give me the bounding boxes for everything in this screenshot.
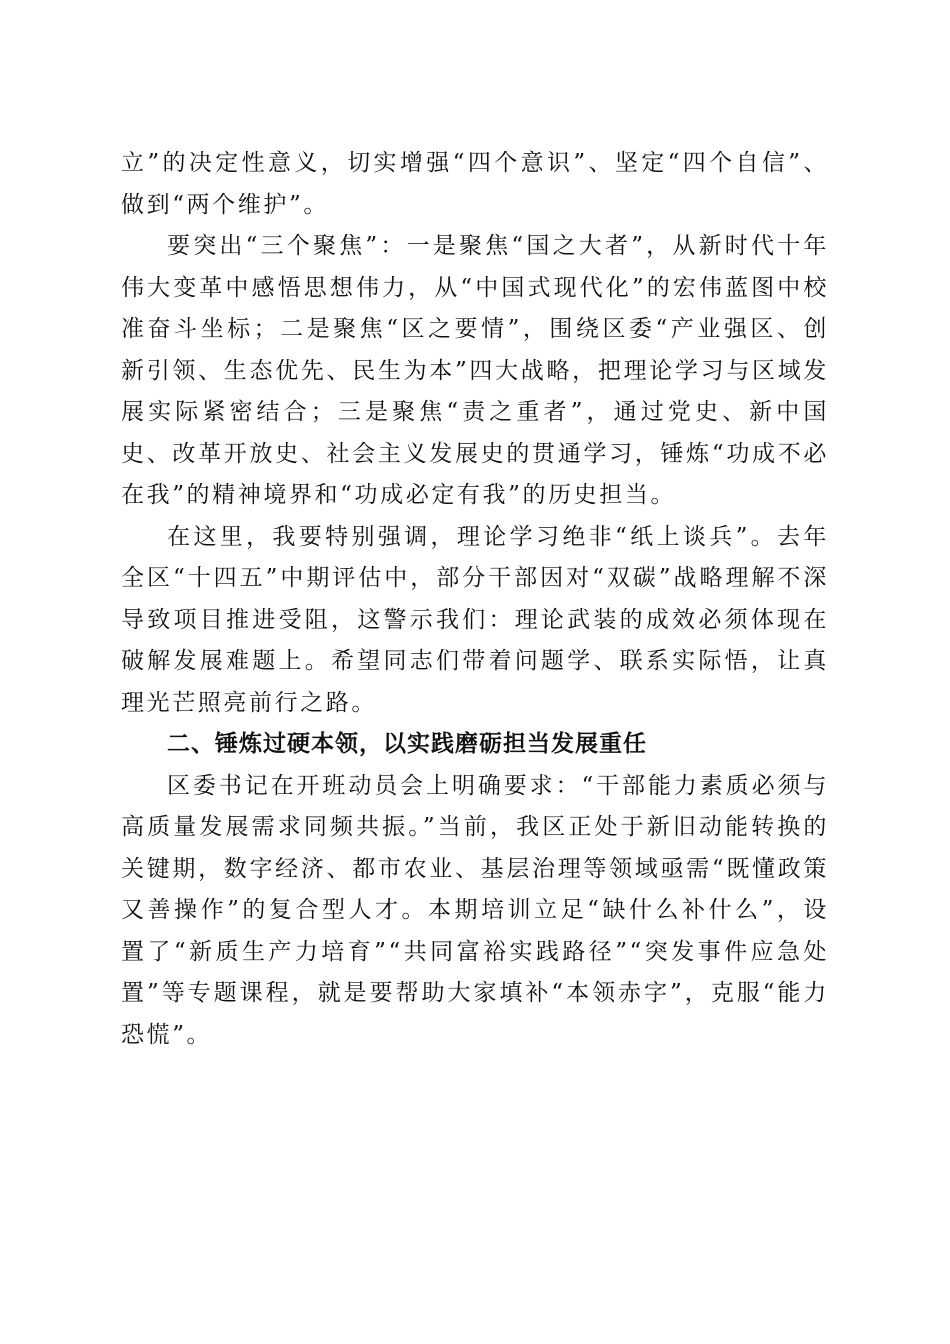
document-body: [121, 143, 829, 1056]
paragraph-continuation: 立”的决定性意义，切实增强“四个意识”、坚定“四个自信”、做到“两个维护”。: [121, 150, 829, 218]
paragraph-three-focuses: 要突出“三个聚焦”：一是聚焦“国之大者”，从新时代十年伟大变革中感悟思想伟力，从“中国式现代化”的宏伟蓝图中校准奋斗坐标；二是聚焦“区之要情”，围绕区委“产业强区、创新引领、生态优先、民生为本”四大战略，把理论学习与区域发展实际紧密结合；三是聚焦“责之重者”，通过党史、新中国史、改革开放史、社会主义发展史的贯通学习，锤炼“功成不必在我”的精神境界和“功成必定有我”的历史担当。: [121, 233, 829, 508]
section-heading: 二、锤炼过硬本领，以实践磨砺担当发展重任: [167, 731, 647, 757]
paragraph-theory-emphasis: 在这里，我要特别强调，理论学习绝非“纸上谈兵”。去年全区“十四五”中期评估中，部分干部因对“双碳”战略理解不深导致项目推进受阻，这警示我们：理论武装的成效必须体现在破解发展难题上。希望同志们带着问题学、联系实际悟，让真理光芒照亮前行之路。: [121, 523, 829, 716]
paragraph-skills-training: 区委书记在开班动员会上明确要求：“干部能力素质必须与高质量发展需求同频共振。”当前，我区正处于新旧动能转换的关键期，数字经济、都市农业、基层治理等领域亟需“既懂政策又善操作”的复合型人才。本期培训立足“缺什么补什么”，设置了“新质生产力培育”“共同富裕实践路径”“突发事件应急处置”等专题课程，就是要帮助大家填补“本领赤字”，克服“能力恐慌”。: [121, 772, 829, 1048]
